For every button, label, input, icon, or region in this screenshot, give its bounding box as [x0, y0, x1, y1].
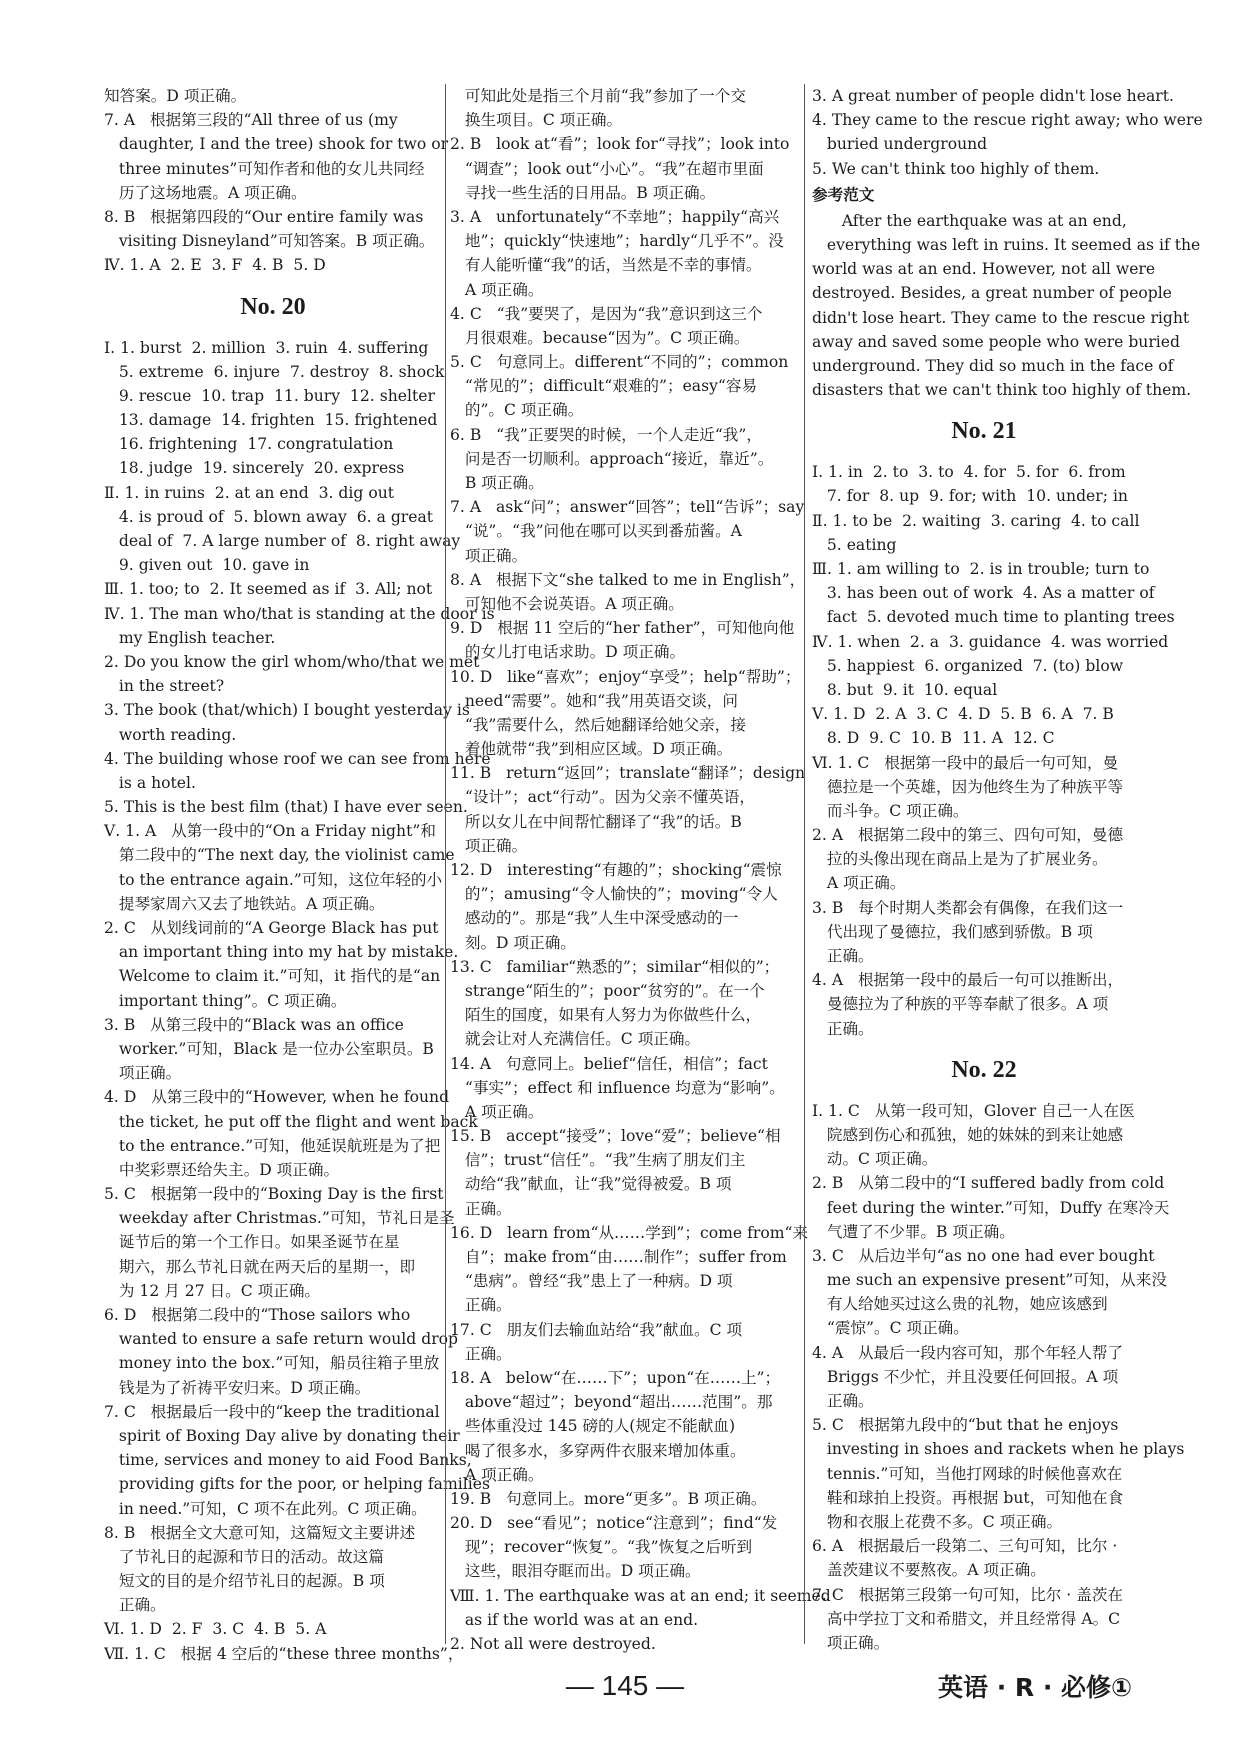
- text-line: B 项正确。: [450, 474, 544, 492]
- text-line: 为 12 月 27 日。C 项正确。: [104, 1281, 321, 1300]
- subsection-heading: 参考范文: [812, 184, 875, 204]
- text-line: 地”；quickly“快速地”；hardly“几乎不”。没: [450, 232, 784, 251]
- text-line: “震惊”。C 项正确。: [812, 1319, 969, 1338]
- text-line: 2. B 从第二段中的“I suffered badly from cold: [812, 1174, 1165, 1193]
- text-line: 3. B 每个时期人类都会有偶像，在我们这一: [812, 898, 1124, 917]
- text-line: 钱是为了祈祷平安归来。D 项正确。: [104, 1378, 371, 1397]
- text-line: 中奖彩票还给失主。D 项正确。: [104, 1160, 340, 1179]
- text-line: as if the world was at an end.: [450, 1610, 699, 1629]
- text-line: A 项正确。: [450, 1465, 544, 1484]
- section-heading: No. 20: [240, 293, 306, 320]
- text-line: 6. B “我”正要哭的时候，一个人走近“我”，: [450, 425, 762, 444]
- text-line: 8. B 根据全文大意可知，这篇短文主要讲述: [104, 1523, 416, 1542]
- book-title: 英语 · R · 必修①: [938, 1673, 1133, 1702]
- text-line: 正确。: [104, 1596, 166, 1615]
- text-line: 7. A 根据第三段的“All three of us (my: [104, 111, 398, 130]
- text-line: 自”；make from“由……制作”；suffer from: [450, 1248, 787, 1266]
- text-line: Welcome to claim it.”可知，it 指代的是“an: [104, 967, 441, 986]
- text-line: 鞋和球拍上投资。再根据 but，可知他在食: [812, 1488, 1124, 1507]
- text-line: 16. frightening 17. congratulation: [104, 435, 394, 454]
- text-line: money into the box.”可知，船员往箱子里放: [104, 1354, 440, 1373]
- text-line: 20. D see“看见”；notice“注意到”；find“发: [450, 1514, 778, 1533]
- text-line: 气遭了不少罪。B 项正确。: [812, 1222, 1015, 1241]
- text-line: 而斗争。C 项正确。: [812, 801, 969, 820]
- text-line: “设计”；act“行动”。因为父亲不懂英语，: [450, 788, 755, 807]
- text-line: 正确。: [812, 1019, 874, 1038]
- text-line: “患病”。曾经“我”患上了一种病。D 项: [450, 1272, 733, 1291]
- text-line: 8. A 根据下文“she talked to me in English”，: [450, 570, 806, 589]
- text-line: 提琴家周六又去了地铁站。A 项正确。: [104, 894, 385, 913]
- text-line: 5. C 根据第九段中的“but that he enjoys: [812, 1416, 1119, 1435]
- text-line: 月很艰难。because“因为”。C 项正确。: [450, 328, 750, 347]
- text-line: 2. B look at“看”；look for“寻找”；look into: [450, 135, 790, 154]
- text-line: Ⅶ. 1. C 根据 4 空后的“these three months”，: [104, 1644, 464, 1663]
- text-line: 7. C 根据最后一段中的“keep the traditional: [104, 1402, 440, 1421]
- column-right: [812, 84, 1203, 1655]
- text-line: 15. B accept“接受”；love“爱”；believe“相: [450, 1127, 781, 1146]
- text-line: 盖茨建议不要熬夜。A 项正确。: [812, 1561, 1046, 1580]
- text-line: 有人给她买过这么贵的礼物，她应该感到: [812, 1295, 1108, 1314]
- text-line: weekday after Christmas.”可知，节礼日是圣: [104, 1209, 455, 1228]
- text-line: 些体重没过 145 磅的人(规定不能献血): [450, 1417, 736, 1436]
- text-line: providing gifts for the poor, or helping families: [104, 1475, 490, 1494]
- text-line: destroyed. Besides, a great number of people: [812, 284, 1172, 303]
- text-line: 动。C 项正确。: [812, 1150, 938, 1169]
- text-line: 期六，那么节礼日就在两天后的星期一，即: [104, 1257, 416, 1276]
- text-line: 正确。: [812, 947, 874, 965]
- text-line: 项正确。: [812, 1633, 890, 1652]
- text-line: important thing”。C 项正确。: [104, 991, 347, 1010]
- text-line: 所以女儿在中间帮忙翻译了“我”的话。B: [450, 812, 742, 831]
- text-line: 3. A unfortunately“不幸地”；happily“高兴: [450, 207, 780, 226]
- text-line: in need.”可知，C 项不在此列。C 项正确。: [104, 1499, 427, 1518]
- text-line: 12. D interesting“有趣的”；shocking“震惊: [450, 861, 782, 879]
- section-heading: No. 21: [951, 418, 1017, 445]
- text-line: “说”。“我”问他在哪可以买到番茄酱。A: [450, 522, 742, 541]
- text-line: 4. A 根据第一段中的最后一句可以推断出，: [812, 971, 1124, 990]
- text-line: disasters that we can't think too highly of them.: [812, 381, 1192, 400]
- text-line: 项正确。: [450, 836, 528, 855]
- text-line: 正确。: [812, 1392, 874, 1410]
- text-line: 8. D 9. C 10. B 11. A 12. C: [812, 729, 1055, 748]
- column-middle: [450, 84, 831, 1656]
- text-line: 2. C 从划线词前的“A George Black has put: [104, 919, 439, 937]
- text-line: to the entrance.”可知，他延误航班是为了把: [104, 1136, 441, 1155]
- text-line: 现”；recover“恢复”。“我”恢复之后听到: [450, 1538, 753, 1557]
- text-line: 3. C 从后边半句“as no one had ever bought: [812, 1246, 1155, 1265]
- text-line: worker.”可知，Black 是一位办公室职员。B: [104, 1039, 434, 1058]
- text-line: an important thing into my hat by mistake.: [104, 943, 459, 962]
- text-line: 德拉是一个英雄，因为他终生为了种族平等: [812, 777, 1124, 796]
- text-line: Ⅷ. 1. The earthquake was at an end; it seemed: [450, 1586, 831, 1605]
- text-line: Ⅵ. 1. D 2. F 3. C 4. B 5. A: [104, 1620, 327, 1639]
- text-line: 就会让对人充满信任。C 项正确。: [450, 1030, 701, 1049]
- text-line: 喝了很多水，多穿两件衣服来增加体重。: [450, 1441, 746, 1460]
- text-line: spirit of Boxing Day alive by donating their: [104, 1426, 460, 1445]
- text-line: 18. A below“在……下”；upon“在……上”；: [450, 1368, 781, 1387]
- text-line: 曼德拉为了种族的平等奉献了很多。A 项: [812, 995, 1109, 1014]
- text-line: worth reading.: [104, 725, 237, 744]
- text-line: 项正确。: [104, 1064, 182, 1083]
- text-line: investing in shoes and rackets when he plays: [812, 1440, 1185, 1459]
- text-line: Ⅳ. 1. The man who/that is standing at the door is: [104, 604, 495, 623]
- text-line: 5. C 句意同上。different“不同的”；common: [450, 353, 789, 372]
- text-line: Briggs 不少忙，并且没要任何回报。A 项: [812, 1367, 1119, 1386]
- text-line: 4. The building whose roof we can see from here: [104, 749, 491, 768]
- text-line: 可知他不会说英语。A 项正确。: [450, 594, 684, 613]
- text-line: 2. A 根据第二段中的第三、四句可知，曼德: [812, 826, 1124, 845]
- text-line: Ⅳ. 1. when 2. a 3. guidance 4. was worried: [812, 632, 1169, 651]
- text-line: 诞节后的第一个工作日。如果圣诞节在星: [104, 1233, 400, 1252]
- text-line: Ⅱ. 1. to be 2. waiting 3. caring 4. to call: [812, 511, 1140, 530]
- text-line: 这些，眼泪夺眶而出。D 项正确。: [450, 1562, 701, 1581]
- text-line: 寻找一些生活的日用品。B 项正确。: [450, 183, 716, 202]
- text-line: me such an expensive present”可知，从来没: [812, 1271, 1167, 1290]
- text-line: 13. C familiar“熟悉的”；similar“相似的”；: [450, 957, 780, 976]
- text-line: 正确。: [450, 1296, 512, 1315]
- text-line: 短文的目的是介绍节礼日的起源。B 项: [104, 1572, 385, 1591]
- text-line: 16. D learn from“从……学到”；come from“来: [450, 1223, 809, 1242]
- text-line: 陌生的国度，如果有人努力为你做些什么，: [450, 1006, 762, 1025]
- text-line: A 项正确。: [450, 1102, 544, 1121]
- text-line: 3. has been out of work 4. As a matter of: [812, 584, 1155, 603]
- text-line: 6. A 根据最后一段第二、三句可知，比尔 ·: [812, 1537, 1118, 1556]
- text-line: 2. Not all were destroyed.: [450, 1635, 656, 1653]
- text-line: Ⅴ. 1. D 2. A 3. C 4. D 5. B 6. A 7. B: [812, 705, 1114, 724]
- text-line: 着他就带“我”到相应区域。D 项正确。: [450, 740, 733, 759]
- text-line: Ⅵ. 1. C 根据第一段中的最后一句可知，曼: [812, 753, 1119, 772]
- text-line: 项正确。: [450, 546, 528, 565]
- text-line: strange“陌生的”；poor“贫穷的”。在一个: [450, 981, 765, 1000]
- section-heading: No. 22: [951, 1056, 1017, 1083]
- text-line: the ticket, he put off the flight and went back: [104, 1112, 478, 1131]
- text-line: A 项正确。: [450, 280, 544, 299]
- text-line: 9. rescue 10. trap 11. bury 12. shelter: [104, 386, 435, 405]
- text-line: 5. This is the best film (that) I have ever seen.: [104, 798, 468, 817]
- text-line: 高中学拉丁文和希腊文，并且经常得 A。C: [812, 1609, 1121, 1628]
- text-line: Ⅲ. 1. am willing to 2. is in trouble; turn to: [812, 560, 1150, 578]
- text-line: 有人能听懂“我”的话，当然是不幸的事情。: [450, 256, 762, 275]
- text-line: 的女儿打电话求助。D 项正确。: [450, 643, 686, 662]
- text-line: 的”；amusing“令人愉快的”；moving“令人: [450, 885, 778, 904]
- text-line: 4. C “我”要哭了，是因为“我”意识到这三个: [450, 304, 763, 323]
- column-left: [104, 84, 495, 1666]
- text-line: 第二段中的“The next day, the violinist came: [104, 846, 455, 865]
- text-line: 换生项目。C 项正确。: [450, 111, 623, 130]
- text-line: 8. but 9. it 10. equal: [812, 680, 998, 699]
- text-line: fact 5. devoted much time to planting trees: [812, 608, 1175, 627]
- text-line: 3. B 从第三段中的“Black was an office: [104, 1015, 404, 1034]
- text-line: 11. B return“返回”；translate“翻译”；design: [450, 764, 806, 783]
- text-line: 动给“我”献血，让“我”觉得被爱。B 项: [450, 1175, 732, 1194]
- text-line: 9. given out 10. gave in: [104, 556, 310, 575]
- page-number: — 145 —: [565, 1670, 685, 1701]
- text-line: 正确。: [450, 1344, 512, 1363]
- text-line: 2. Do you know the girl whom/who/that we met: [104, 652, 480, 671]
- text-line: 3. The book (that/which) I bought yesterday is: [104, 701, 470, 720]
- text-line: tennis.”可知，当他打网球的时候他喜欢在: [812, 1464, 1123, 1483]
- column-divider: [804, 84, 805, 1644]
- text-line: 18. judge 19. sincerely 20. express: [104, 459, 405, 478]
- text-line: 7. C 根据第三段第一句可知，比尔 · 盖茨在: [812, 1585, 1124, 1604]
- text-line: 13. damage 14. frighten 15. frightened: [104, 411, 438, 430]
- text-line: deal of 7. A large number of 8. right away: [104, 532, 461, 550]
- text-line: A 项正确。: [812, 874, 906, 893]
- text-line: is a hotel.: [104, 773, 196, 792]
- text-line: Ⅳ. 1. A 2. E 3. F 4. B 5. D: [104, 256, 326, 275]
- text-line: 5. extreme 6. injure 7. destroy 8. shock: [104, 362, 445, 381]
- column-divider: [445, 84, 446, 1644]
- text-line: everything was left in ruins. It seemed as if the: [812, 235, 1201, 254]
- text-line: three minutes”可知作者和他的女儿共同经: [104, 159, 425, 178]
- text-line: 历了这场地震。A 项正确。: [104, 183, 307, 202]
- text-line: 正确。: [450, 1199, 512, 1218]
- text-line: to the entrance again.”可知，这位年轻的小: [104, 870, 443, 889]
- text-line: wanted to ensure a safe return would drop: [104, 1330, 459, 1349]
- text-line: feet during the winter.”可知，Duffy 在寒冷天: [812, 1198, 1170, 1217]
- text-line: “我”需要什么，然后她翻译给她父亲，接: [450, 715, 746, 734]
- text-line: 14. A 句意同上。belief“信任，相信”；fact: [450, 1054, 768, 1073]
- text-line: 4. They came to the rescue right away; who were: [812, 111, 1203, 130]
- text-line: away and saved some people who were buried: [812, 332, 1181, 351]
- text-line: 17. C 朋友们去输血站给“我”献血。C 项: [450, 1320, 743, 1339]
- text-line: time, services and money to aid Food Banks,: [104, 1451, 472, 1470]
- text-line: 5. happiest 6. organized 7. (to) blow: [812, 656, 1124, 675]
- text-line: 感动的”。那是“我”人生中深受感动的一: [450, 909, 739, 928]
- text-line: “事实”；effect 和 influence 均意为“影响”。: [450, 1078, 785, 1097]
- text-line: 4. D 从第三段中的“However, when he found: [104, 1088, 450, 1107]
- text-line: 9. D 根据 11 空后的“her father”，可知他向他: [450, 619, 795, 638]
- text-line: 5. C 根据第一段中的“Boxing Day is the first: [104, 1185, 444, 1204]
- text-line: 7. A ask“问”；answer“回答”；tell“告诉”；say: [450, 498, 805, 517]
- text-line: 8. B 根据第四段的“Our entire family was: [104, 207, 424, 226]
- text-line: 物和衣服上花费不多。C 项正确。: [812, 1512, 1063, 1531]
- text-line: 的”。C 项正确。: [450, 401, 584, 420]
- text-line: 刻。D 项正确。: [450, 933, 576, 952]
- text-line: buried underground: [812, 135, 988, 154]
- text-line: 7. for 8. up 9. for; with 10. under; in: [812, 487, 1128, 506]
- text-line: didn't lose heart. They came to the rescue right: [812, 308, 1190, 327]
- text-line: 4. A 从最后一段内容可知，那个年轻人帮了: [812, 1343, 1124, 1362]
- text-line: 知答案。D 项正确。: [104, 87, 247, 105]
- text-line: in the street?: [104, 677, 225, 696]
- text-line: 5. We can't think too highly of them.: [812, 159, 1100, 178]
- text-line: world was at an end. However, not all were: [812, 260, 1156, 279]
- text-line: need“需要”。她和“我”用英语交谈，问: [450, 691, 738, 710]
- text-line: Ⅰ. 1. burst 2. million 3. ruin 4. suffering: [104, 338, 429, 357]
- text-line: “调查”；look out“小心”。“我”在超市里面: [450, 159, 764, 178]
- text-line: After the earthquake was at an end,: [812, 211, 1127, 230]
- text-line: Ⅰ. 1. C 从第一段可知，Glover 自己一人在医: [812, 1101, 1135, 1120]
- text-line: daughter, I and the tree) shook for two or: [104, 135, 449, 154]
- text-line: 院感到伤心和孤独，她的妹妹的到来让她感: [812, 1125, 1124, 1144]
- text-line: “常见的”；difficult“艰难的”；easy“容易: [450, 377, 758, 396]
- text-line: 3. A great number of people didn't lose heart.: [812, 87, 1174, 105]
- text-line: 5. eating: [812, 535, 897, 554]
- text-line: 了节礼日的起源和节日的活动。故这篇: [104, 1547, 384, 1566]
- text-line: 代出现了曼德拉，我们感到骄傲。B 项: [812, 922, 1093, 941]
- text-line: Ⅰ. 1. in 2. to 3. to 4. for 5. for 6. from: [812, 463, 1126, 482]
- text-line: 可知此处是指三个月前“我”参加了一个交: [450, 87, 746, 105]
- text-line: Ⅲ. 1. too; to 2. It seemed as if 3. All; not: [104, 580, 433, 599]
- text-line: 4. is proud of 5. blown away 6. a great: [104, 507, 434, 526]
- text-line: above“超过”；beyond“超出……范围”。那: [450, 1393, 773, 1412]
- text-line: 拉的头像出现在商品上是为了扩展业务。: [812, 850, 1108, 869]
- text-line: 6. D 根据第二段中的“Those sailors who: [104, 1306, 411, 1324]
- text-line: 问是否一切顺利。approach“接近，靠近”。: [450, 449, 774, 468]
- text-line: 信”；trust“信任”。“我”生病了朋友们主: [450, 1151, 746, 1170]
- text-line: Ⅴ. 1. A 从第一段中的“On a Friday night”和: [104, 822, 436, 841]
- text-line: 10. D like“喜欢”；enjoy“享受”；help“帮助”；: [450, 667, 801, 686]
- text-line: 19. B 句意同上。more“更多”。B 项正确。: [450, 1489, 767, 1508]
- text-line: my English teacher.: [104, 628, 276, 647]
- text-line: underground. They did so much in the face of: [812, 356, 1174, 375]
- text-line: Ⅱ. 1. in ruins 2. at an end 3. dig out: [104, 483, 395, 502]
- text-line: visiting Disneyland”可知答案。B 项正确。: [104, 232, 435, 251]
